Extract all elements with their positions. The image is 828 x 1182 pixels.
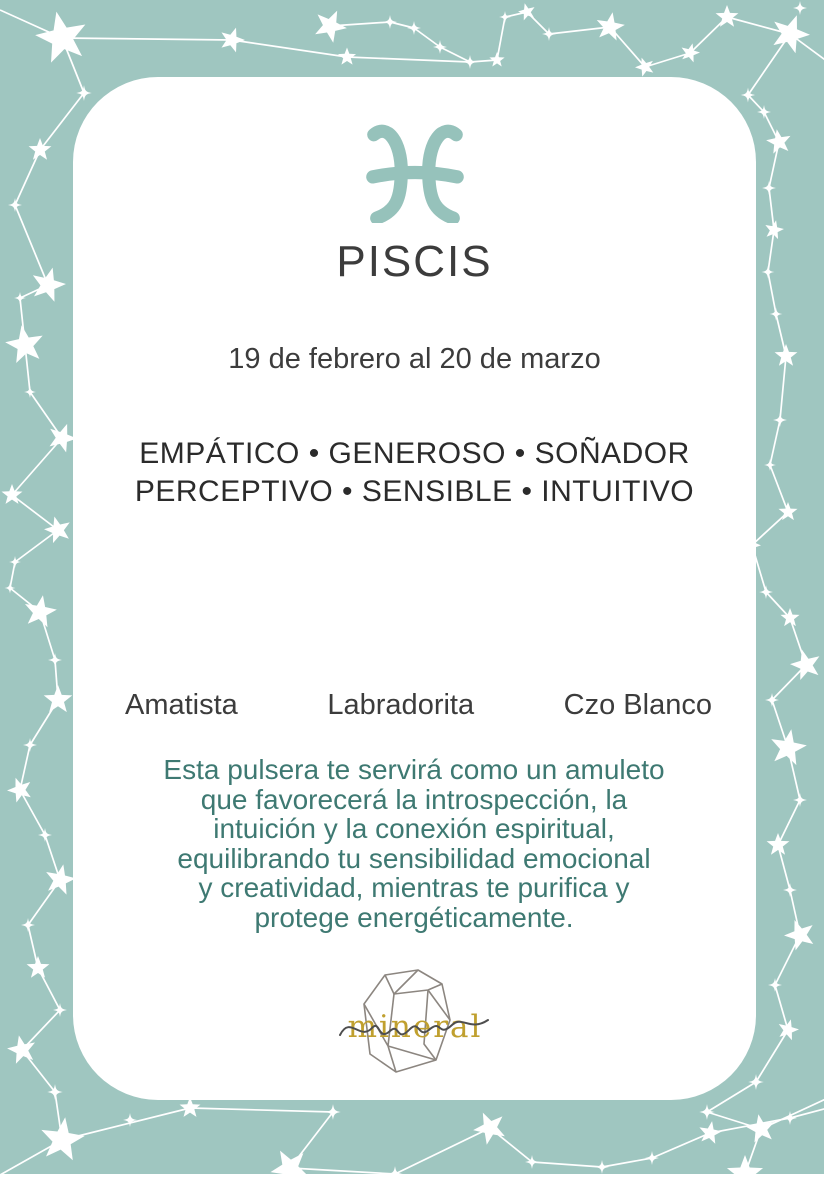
description-line: Esta pulsera te servirá como un amuleto [163, 754, 665, 785]
description-line: intuición y la conexión espiritual, [213, 813, 615, 844]
sign-title: PISCIS [336, 237, 493, 286]
stones-row [125, 689, 712, 722]
stone-name-amatista: Amatista [125, 689, 238, 721]
pisces-symbol-icon [356, 121, 474, 223]
description-paragraph [104, 755, 724, 932]
description-line: protege energéticamente. [254, 901, 574, 933]
date-range: 19 de febrero al 20 de marzo [228, 343, 601, 375]
brand-logo [330, 967, 500, 1089]
stone-name-labradorita: Labradorita [327, 689, 475, 721]
traits-line-2: PERCEPTIVO • SENSIBLE • INTUITIVO [134, 475, 695, 508]
stone-name-czo-blanco: Czo Blanco [563, 689, 712, 721]
description-line: que favorecerá la introspección, la [200, 783, 628, 815]
zodiac-card [73, 77, 756, 1100]
traits-list [73, 435, 756, 511]
description-line: equilibrando tu sensibilidad emocional [177, 842, 651, 874]
logo-wordmark: mineral [347, 1009, 482, 1045]
traits-line-1: EMPÁTICO • GENEROSO • SOÑADOR [139, 437, 690, 470]
description-line: y creatividad, mientras te purifica y [198, 872, 630, 903]
